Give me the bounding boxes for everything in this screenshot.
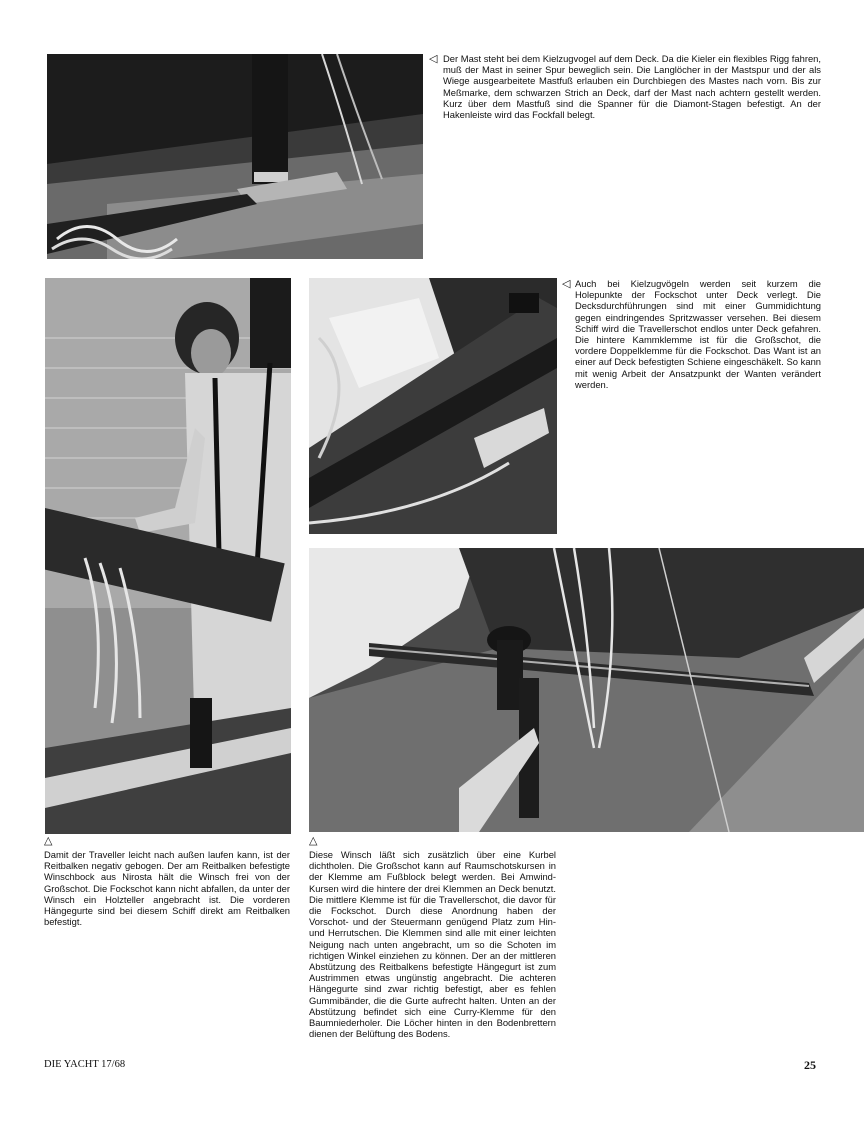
caption-winsch — [309, 849, 556, 1039]
left-arrow-icon: ◁ — [562, 278, 571, 290]
photo-winch-traveller — [309, 548, 864, 832]
caption-mast-text: Der Mast steht bei dem Kielzugvogel auf dem Deck. Da die Kieler ein flexibles Rigg fahren, muß der Mast in seiner Spur beweglich sein. Die Langlöcher in der Mastspur und der als Wiege ausgearbeitete Mastfuß erlauben ein Durchbiegen des Mastes nach vorn. Bis zur Meßmarke, dem schwarzen Strich an Deck, darf der Mast nach achtern gestellt werden. Kurz über dem Mastfuß sind die Spanner für die Diamont-Stagen befestigt. An der Hakenleiste wird das Fockfall belegt. — [443, 53, 821, 121]
page-number: 25 — [804, 1058, 816, 1072]
caption-holepunkte-text: Auch bei Kielzugvögeln werden seit kurzem die Holepunkte der Fockschot unter Deck verlegt. Die Decksdurchführungen sind mit einer Gummidichtung gegen eindringendes Spritzwasser versehen. Bei diesem Schiff wird die Travellerschot endlos unter Deck gefahren. Die hintere Kammklemme ist für die Großschot, die vordere Doppelklemme für die Fockschot. Das Want ist an einer auf Deck befestigten Schiene eingeschäkelt. So kann mit wenig Arbeit der Ansatzpunkt der Wanten verändert werden. — [575, 278, 821, 390]
caption-mast — [443, 53, 821, 120]
photo-mast-on-deck — [47, 54, 423, 259]
caption-traveller-text: Damit der Traveller leicht nach außen laufen kann, ist der Reitbalken negativ gebogen. Der am Reitbalken befestigte Winschbock aus Nirosta hält die Winsch frei von der Großschot. Die Fockschot kann nicht abfallen, da unter der Winsch ein Holzteller angebracht ist. Die vorderen Hängegurte sind bei diesem Schiff direkt am Reitbalken befestigt. — [44, 849, 290, 928]
caption-traveller — [44, 849, 290, 927]
up-arrow-icon: △ — [44, 835, 53, 847]
caption-winsch-text: Diese Winsch läßt sich zusätzlich über eine Kurbel dichtholen. Die Großschot kann auf Raumschotskursen in der Klemme am Fußblock belegt werden. Bei Amwind-Kursen wird die hintere der drei Klemmen an Deck benutzt. Die mittlere Klemme ist für die Travellerschot, die davor für die Fockschot. Durch diese Anordnung haben der Vorschot- und der Steuermann genügend Platz zum Hin- und Herrutschen. Die Klemmen sind alle mit einer leichten Neigung nach unten angebracht, um so die Schoten im richtigen Winkel einziehen zu können. Der an der mittleren Abstützung des Reitbalkens befestigte Hängegurt ist zum Austrimmen etwas ungünstig angebracht. Die achteren Hängegurte sind zwar richtig befestigt, aber es fehlen Gummibänder, die die Gurte aufrecht halten. Unten an der Abstützung befindet sich eine Curry-Klemme für den Baumniederholer. Die Löcher hinten in den Bodenbrettern dienen der Belüftung des Bodens. — [309, 849, 556, 1040]
caption-holepunkte — [575, 278, 821, 390]
up-arrow-icon: △ — [309, 835, 318, 847]
photo-deck-fittings — [309, 278, 557, 534]
publication-footer: DIE YACHT 17/68 — [44, 1059, 126, 1070]
left-arrow-icon: ◁ — [429, 53, 438, 65]
photo-man-at-traveller — [45, 278, 291, 834]
